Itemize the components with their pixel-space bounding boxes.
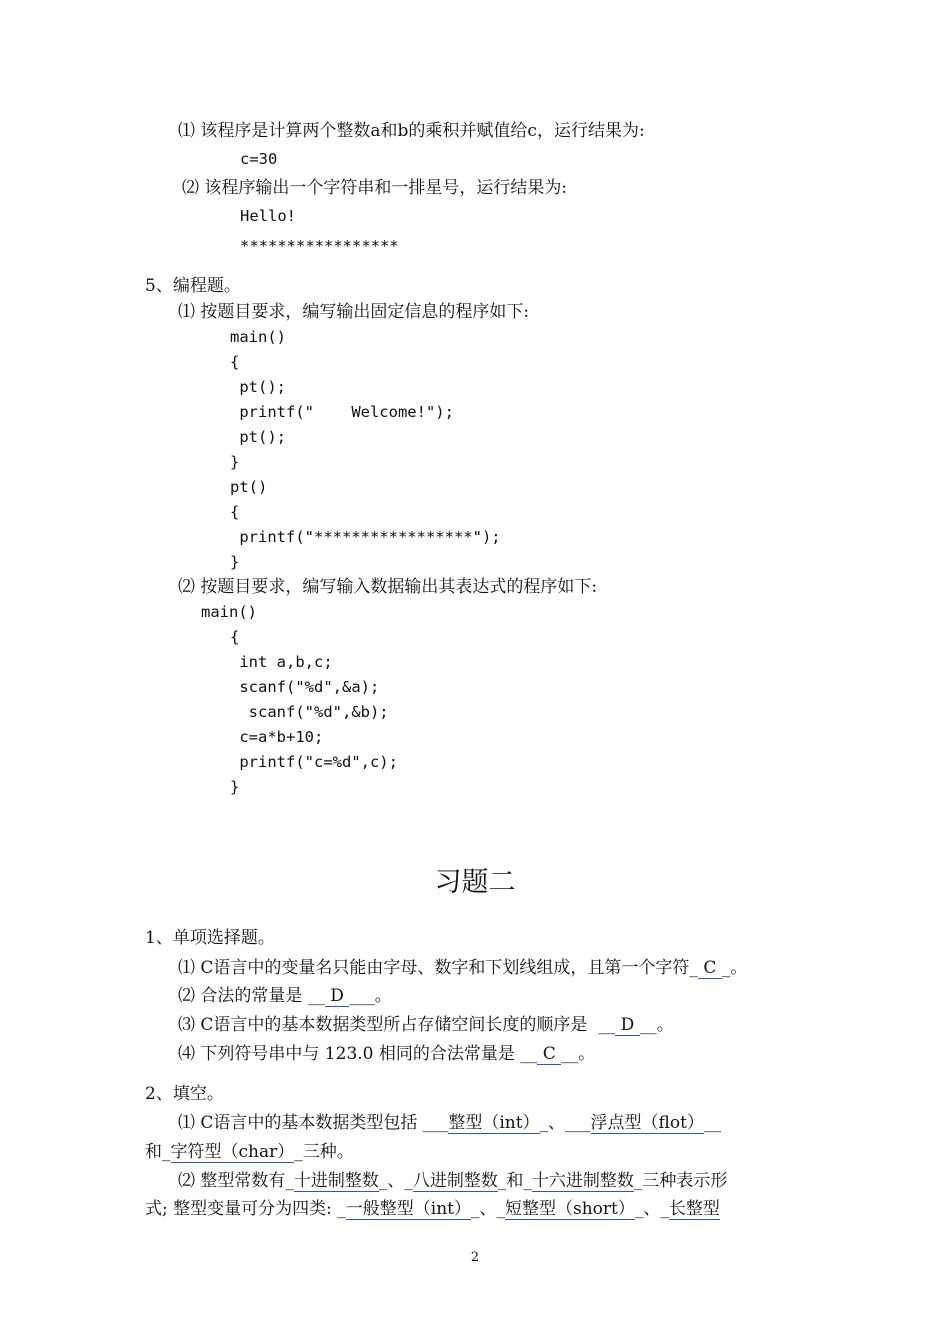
exercise-1-q2: ⑵ 合法的常量是 __ D ___。 — [178, 986, 392, 1006]
exercise-1-q1: ⑴ C语言中的变量名只能由字母、数字和下划线组成，且第一个字符_ C _。 — [178, 958, 748, 978]
code-line: scanf("%d",&b); — [230, 703, 389, 721]
code-line: int a,b,c; — [230, 653, 333, 671]
answer: C — [542, 1044, 556, 1064]
code-line: pt(); — [230, 378, 286, 396]
code-line: main() — [230, 328, 286, 346]
answer-blank: 十六进制整数 — [531, 1171, 634, 1191]
answer-blank: 字符型（char） — [170, 1142, 295, 1162]
page-number: 2 — [470, 1250, 480, 1265]
exercise-2-q2-line1: ⑵ 整型常数有_十进制整数_、_八进制整数_和_十六进制整数_三种表示形 — [178, 1171, 728, 1191]
question-text: ⑶ C语言中的基本数据类型所占存储空间长度的顺序是 — [178, 1015, 588, 1035]
answer-blank — [698, 958, 722, 979]
code-line: pt() — [230, 478, 268, 496]
code-line: main() — [201, 603, 257, 621]
code-line: printf(" Welcome!"); — [230, 403, 454, 421]
code-line: { — [230, 628, 240, 646]
code-line: } — [230, 453, 240, 471]
exercise-2-q1-line2: 和_字符型（char）_三种。 — [145, 1142, 354, 1162]
question-text: ⑵ 合法的常量是 — [178, 986, 303, 1006]
code-line: printf("*****************"); — [230, 528, 501, 546]
answer-blank: 短整型（short） — [504, 1199, 635, 1219]
exercise-1-q4: ⑷ 下列符号串中与 123.0 相同的合法常量是 __ C __。 — [178, 1044, 596, 1064]
code-line: { — [230, 353, 240, 371]
code-line: printf("c=%d",c); — [230, 753, 398, 771]
section-5-item-2: ⑵ 按题目要求，编写输入数据输出其表达式的程序如下: — [178, 577, 598, 597]
code-line: } — [230, 553, 240, 571]
question-text: ⑴ C语言中的变量名只能由字母、数字和下划线组成，且第一个字符 — [178, 958, 690, 978]
exercise-1-q3: ⑶ C语言中的基本数据类型所占存储空间长度的顺序是 __ D __。 — [178, 1015, 674, 1035]
ending-text: 三种表示形 — [642, 1171, 728, 1191]
exercise-1-heading: 1、单项选择题。 — [145, 928, 275, 948]
section-5-heading: 5、编程题。 — [145, 276, 241, 296]
code-line: scanf("%d",&a); — [230, 678, 380, 696]
answer-blank — [615, 1015, 639, 1036]
answer-blank: 一般整型（int） — [345, 1199, 471, 1219]
exercise-2-q2-line2: 式; 整型变量可分为四类: _一般整型（int）_、_短整型（short）_、_长整型 — [145, 1199, 720, 1219]
answer-item-1: ⑴ 该程序是计算两个整数a和b的乘积并赋值给c，运行结果为: — [178, 121, 645, 141]
answer: D — [620, 1015, 635, 1035]
exercise-2-heading: 2、填空。 — [145, 1084, 224, 1104]
exercise-2-q1-line1: ⑴ C语言中的基本数据类型包括 ___整型（int）_、___浮点型（flot）__ — [178, 1113, 721, 1133]
question-text: ⑴ C语言中的基本数据类型包括 — [178, 1113, 418, 1133]
code-line: { — [230, 503, 240, 521]
answer-item-2-result-1: Hello! — [240, 207, 296, 225]
answer-blank: 八进制整数 — [412, 1171, 498, 1191]
code-line: } — [230, 778, 240, 796]
chapter-title: 习题二 — [434, 867, 516, 898]
code-line: c=a*b+10; — [230, 728, 324, 746]
answer-blank: 长整型 — [668, 1199, 720, 1219]
answer-blank: 十进制整数 — [293, 1171, 379, 1191]
ending-text: 三种。 — [302, 1142, 354, 1162]
code-line: pt(); — [230, 428, 286, 446]
answer-blank: 整型（int） — [448, 1113, 540, 1133]
section-5-item-1: ⑴ 按题目要求，编写输出固定信息的程序如下: — [178, 302, 530, 322]
answer-item-2: ⑵ 该程序输出一个字符串和一排星号，运行结果为: — [182, 178, 568, 198]
answer-blank — [537, 1044, 561, 1065]
question-text: 式; 整型变量可分为四类: — [145, 1199, 332, 1219]
answer: D — [330, 986, 344, 1006]
answer-blank: 浮点型（flot） — [590, 1113, 704, 1133]
answer-item-2-result-2: ***************** — [240, 237, 399, 255]
answer-item-1-result: c=30 — [240, 150, 278, 168]
joiner-text: 和 — [145, 1142, 162, 1162]
answer: C — [703, 958, 717, 978]
answer-blank — [325, 986, 349, 1007]
question-text: ⑵ 整型常数有 — [178, 1171, 286, 1191]
question-text: ⑷ 下列符号串中与 123.0 相同的合法常量是 — [178, 1044, 515, 1064]
joiner-text: 和 — [506, 1171, 524, 1191]
